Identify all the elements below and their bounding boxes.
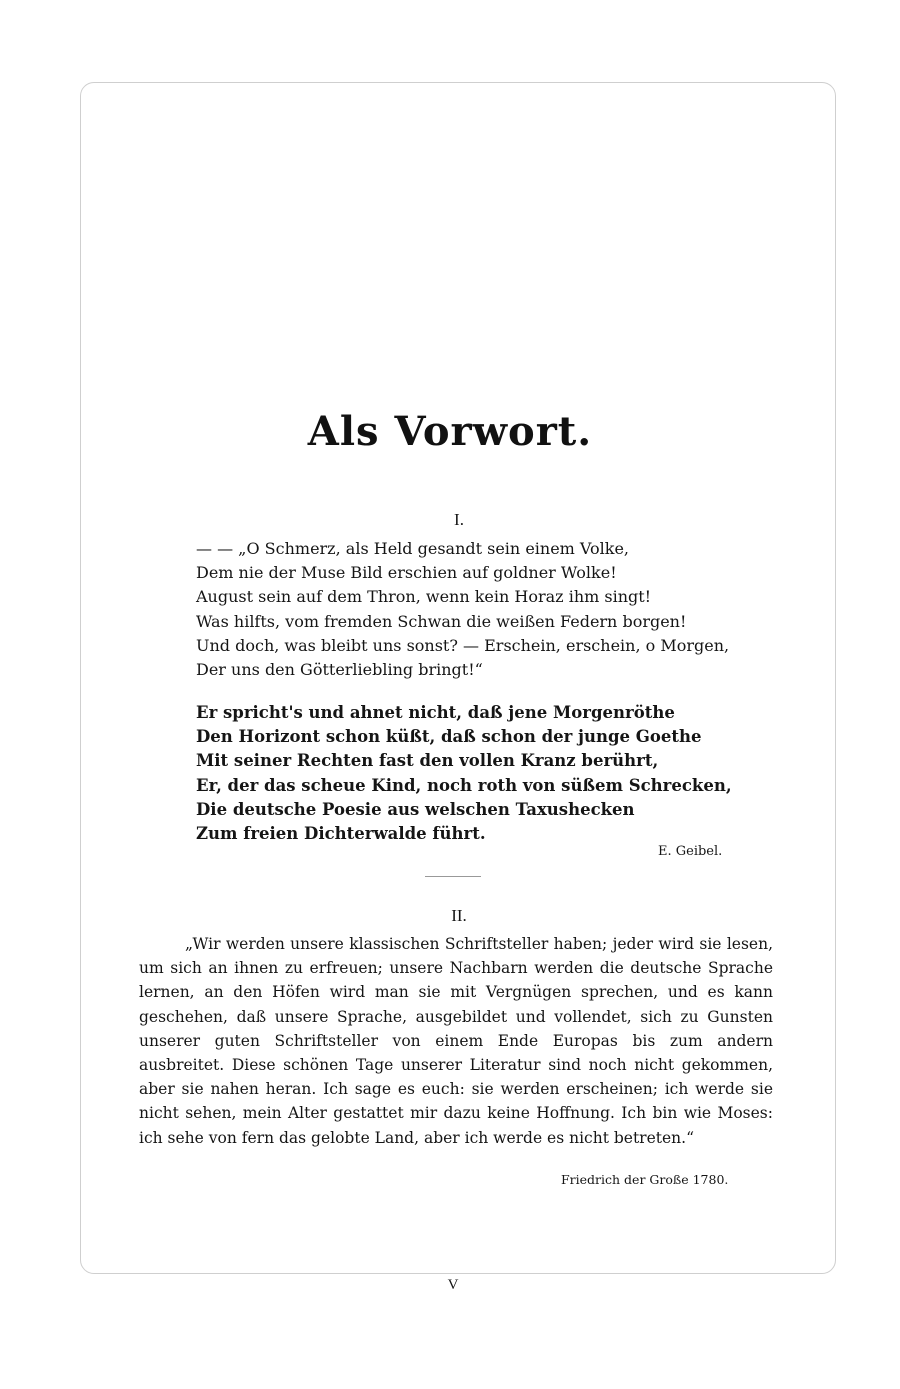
poem-line: Den Horizont schon küßt, daß schon der junge Goethe <box>196 727 702 747</box>
poem-stanza-1 <box>196 537 796 682</box>
section-divider <box>425 876 481 877</box>
poem-line: Die deutsche Poesie aus welschen Taxushecken <box>196 799 635 819</box>
poem-line: Was hilfts, vom fremden Schwan die weißen Federn borgen! <box>196 611 687 631</box>
poem-line: August sein auf dem Thron, wenn kein Horaz ihm singt! <box>196 587 652 607</box>
poem-line: Der uns den Götterliebling bringt!“ <box>196 659 483 679</box>
page-title: Als Vorwort. <box>307 408 593 455</box>
section-numeral-1: I. <box>454 510 464 529</box>
poem-stanza-2 <box>196 701 796 846</box>
poem-line: Und doch, was bleibt uns sonst? — Erschein, erschein, o Morgen, <box>196 635 730 655</box>
poem-line: Er, der das scheue Kind, noch roth von süßem Schrecken, <box>196 775 732 795</box>
page-number: V <box>447 1277 459 1293</box>
poem-line: Dem nie der Muse Bild erschien auf goldner Wolke! <box>196 563 617 583</box>
attribution-friedrich: Friedrich der Große 1780. <box>561 1172 729 1187</box>
quote-paragraph: „Wir werden unsere klassischen Schriftsteller haben; jeder wird sie lesen, um sich an ihnen zu erfreuen; unsere Nachbarn werden die deutsche Sprache lernen, an den Höfen wird man sie mit Vergnügen sprechen, und es kann geschehen, daß unsere Sprache, ausgebildet und vollendet, sich zu Gunsten unserer guten Schriftsteller von einem Ende Europas bis zum andern ausbreitet. Diese schönen Tage unserer Literatur sind noch nicht gekommen, aber sie nahen heran. Ich sage es euch: sie werden erscheinen; ich werde sie nicht sehen, mein Alter gestattet mir dazu keine Hoffnung. Ich bin wie Moses: ich sehe von fern das gelobte Land, aber ich werde es nicht betreten.“ <box>139 935 773 1147</box>
poem-line: Zum freien Dichterwalde führt. <box>196 823 486 843</box>
attribution-geibel: E. Geibel. <box>658 844 723 859</box>
poem-line: Er spricht's und ahnet nicht, daß jene Morgenröthe <box>196 703 675 722</box>
poem-line: Mit seiner Rechten fast den vollen Kranz berührt, <box>196 751 659 771</box>
section-numeral-2: II. <box>451 906 467 925</box>
poem-line: — — „O Schmerz, als Held gesandt sein einem Volke, <box>196 539 630 558</box>
